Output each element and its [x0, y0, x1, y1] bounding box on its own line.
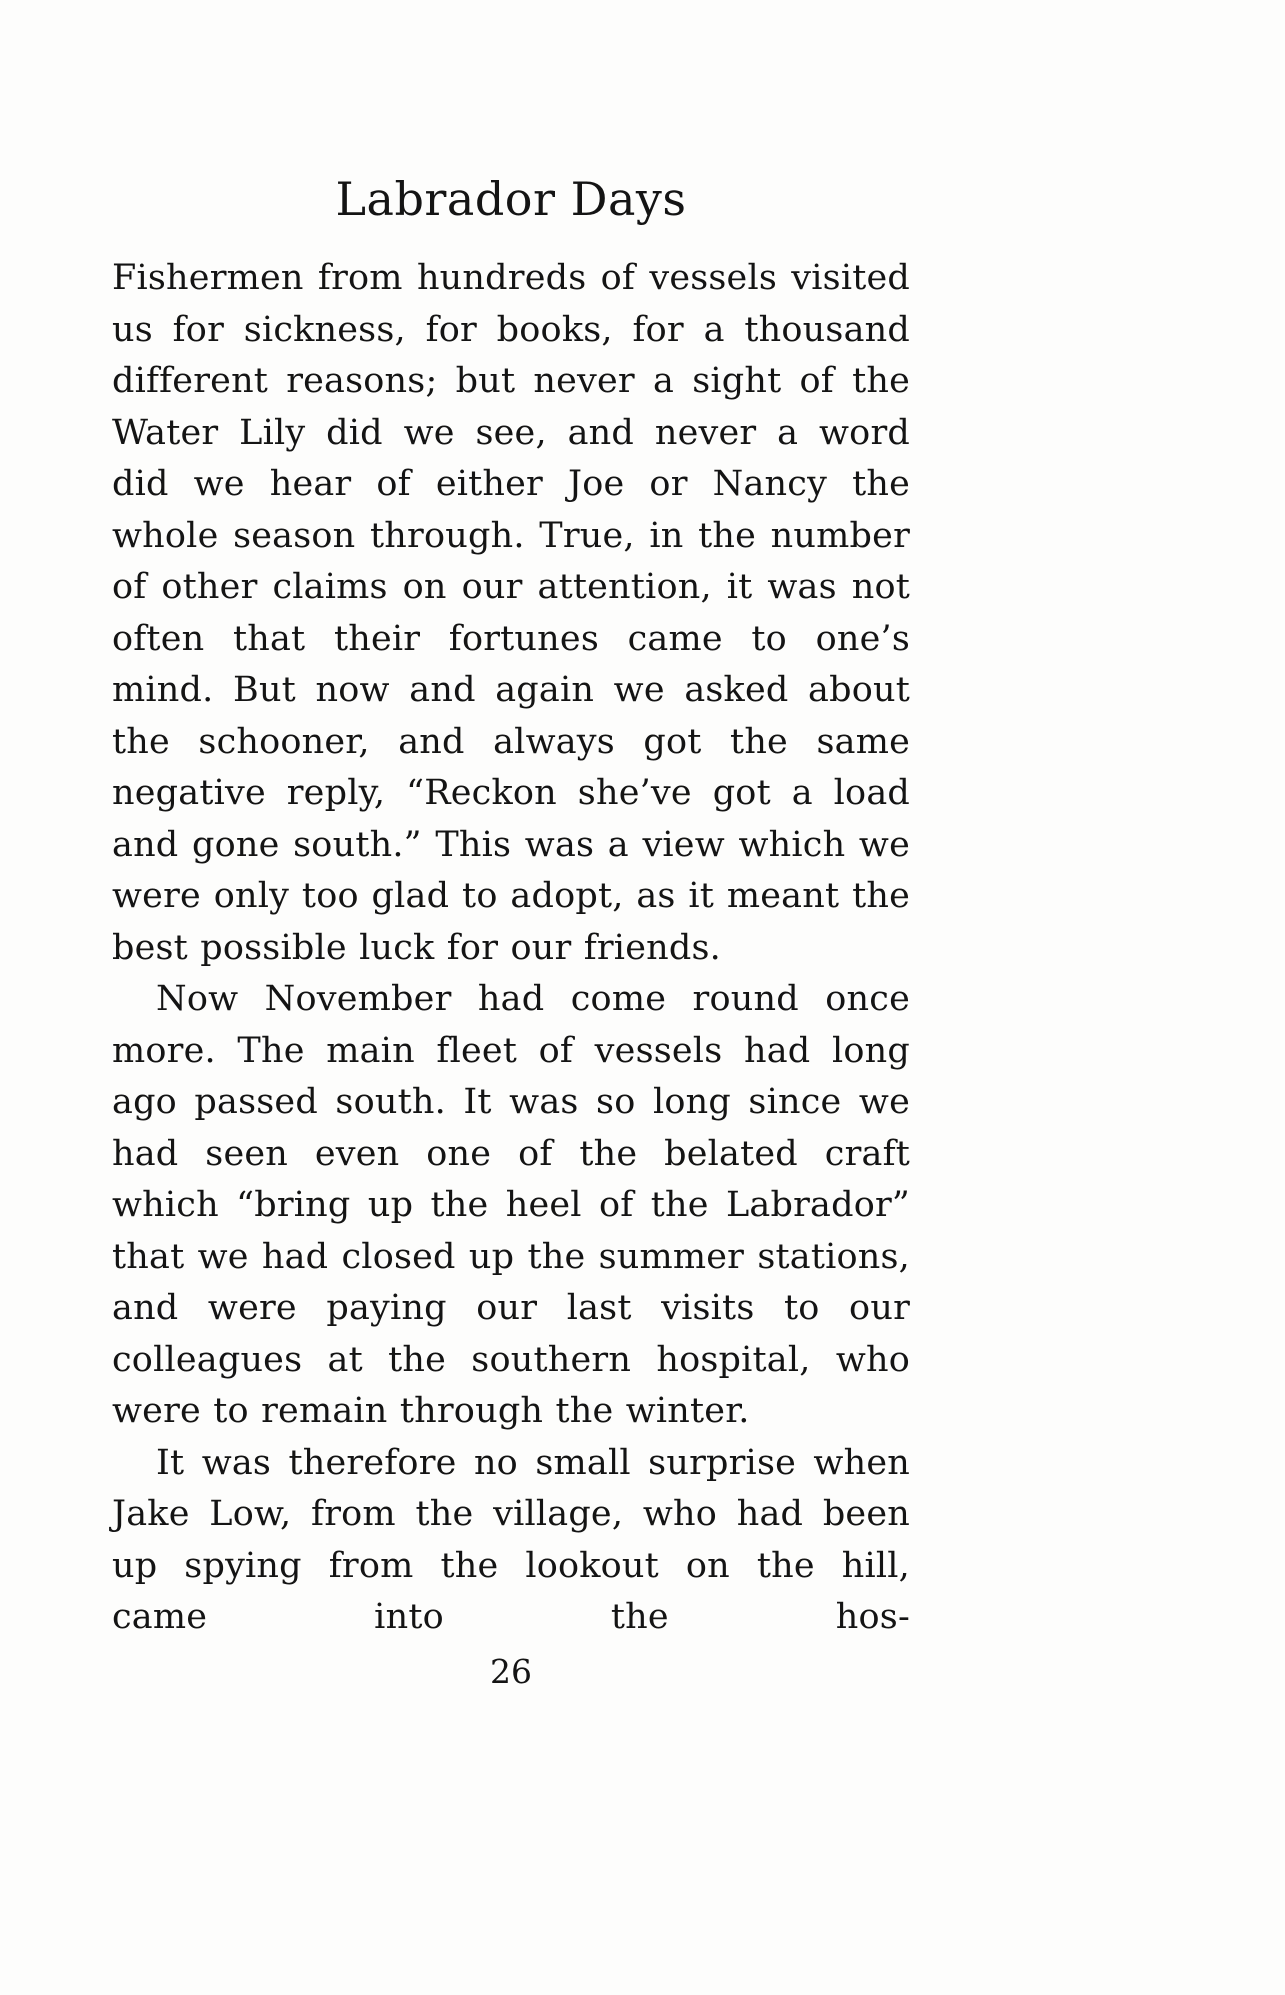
body-text	[112, 253, 910, 1644]
text-column	[112, 172, 910, 1697]
paragraph: It was therefore no small surprise when Jake Low, from the village, who had been up spying from the lookout on the hill, came into the hos-	[112, 1442, 910, 1638]
page-number: 26	[490, 1651, 532, 1691]
paragraph: Fishermen from hundreds of vessels visited us for sickness, for books, for a thousand different reasons; but never a sight of the Water Lily did we see, and never a word did we hear of either Joe or Nancy the whole season through. True, in the number of other claims on our attention, it was not often that their fortunes came to one’s mind. But now and again we asked about the schooner, and always got the same negative reply, “Reckon she’ve got a load and gone south.” This was a view which we were only too glad to adopt, as it meant the best possible luck for our friends.	[112, 258, 910, 968]
paragraph: Now November had come round once more. The main fleet of vessels had long ago passed south. It was so long since we had seen even one of the belated craft which “bring up the heel of the Labrador” that we had closed up the summer stations, and were paying our last visits to our colleagues at the southern hospital, who were to remain through the winter.	[112, 979, 910, 1432]
page-title: Labrador Days	[335, 172, 687, 226]
